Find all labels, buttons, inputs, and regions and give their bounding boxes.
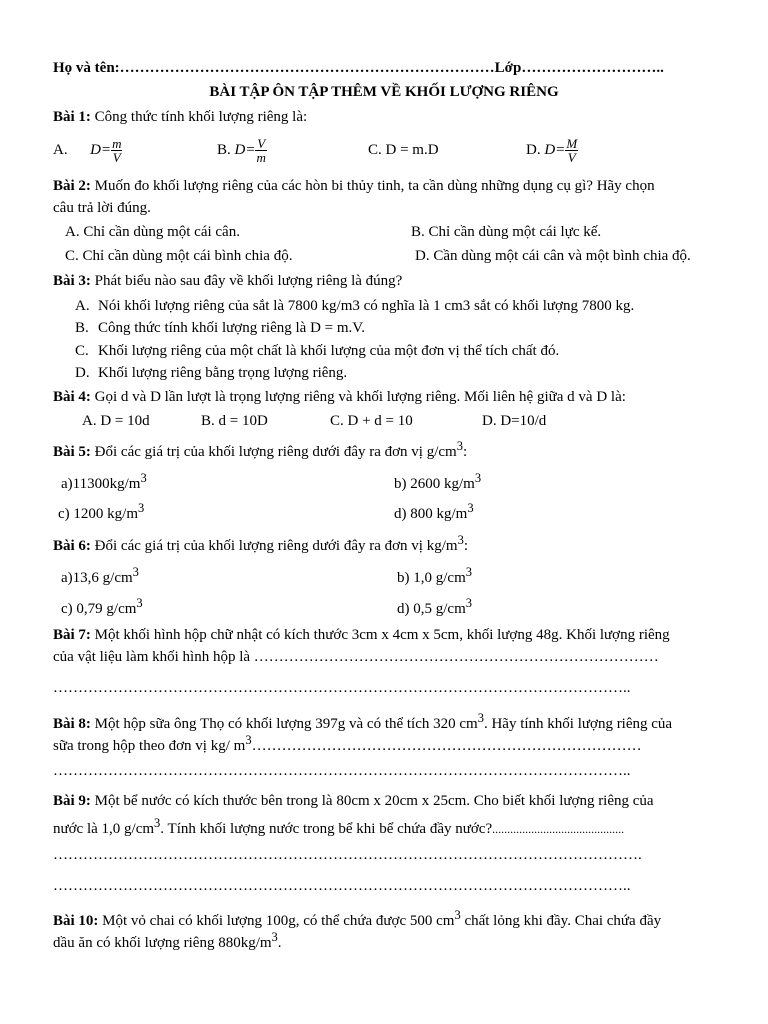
q8-label: Bài 8: (53, 716, 91, 732)
q4-label: Bài 4: (53, 389, 91, 405)
q6-prompt: Bài 6: Đổi các giá trị của khối lượng riêng dưới đây ra đơn vị $kg/m^3$: (53, 533, 468, 554)
q1-option-d: D. D= $\frac{M}{V}$ (526, 136, 578, 166)
q2-option-a: A. Chỉ cần dùng một cái cân. (65, 224, 240, 240)
q9-label: Bài 9: (53, 793, 91, 809)
q3-option-a-label: A. (75, 298, 90, 314)
q8-answer-dots: …………………………………………………………………………………………………….. (53, 763, 631, 779)
name-label: Họ và tên: (53, 60, 120, 76)
q4-option-a: A. D = 10d (82, 413, 150, 429)
q9-prompt-line1: Bài 9: Một bể nước có kích thước bên trong là 80cm x 20cm x 25cm. Cho biết khối lượng riêng của (53, 793, 654, 809)
q2-option-c: C. Chỉ cần dùng một cái bình chia độ. (65, 248, 293, 264)
q1-a-fraction: $\frac{m}{V}$ (112, 136, 122, 166)
page-title: BÀI TẬP ÔN TẬP THÊM VỀ KHỐI LƯỢNG RIÊNG (209, 84, 559, 100)
q5-label: Bài 5: (53, 444, 91, 460)
name-line (53, 59, 730, 77)
q6-item-a: a)13,6 $g/cm^3$ (61, 565, 139, 586)
q6-item-c: c) 0,79 $g/cm^3$ (61, 596, 143, 617)
q10-prompt-line2: dầu ăn có khối lượng riêng $880kg/m^3$. (53, 930, 282, 951)
name-dots: ………………………………………………………………… (119, 60, 495, 76)
class-dots: ……………………….. (521, 60, 664, 76)
q5-item-c: c) 1200 $kg/m^3$ (58, 501, 145, 522)
q3-option-d: Khối lượng riêng bằng trọng lượng riêng. (98, 365, 348, 381)
q9-answer-dots-1: ………………………………………………………………………………………………………. (53, 847, 642, 863)
q1-option-b: B. D= $\frac{V}{m}$ (217, 136, 266, 166)
q1-option-a: A. D= $\frac{m}{V}$ (53, 136, 122, 166)
q7-answer-dots: …………………………………………………………………………………………………….. (53, 680, 631, 696)
q2-prompt-line1: Bài 2: Muốn đo khối lượng riêng của các hòn bi thủy tinh, ta cần dùng những dụng cụ gì? Hãy chọn (53, 178, 655, 194)
q4-option-c: C. D + d = 10 (330, 413, 413, 429)
q2-option-d: D. Cần dùng một cái cân và một bình chia độ. (415, 248, 691, 264)
q2-label: Bài 2: (53, 178, 91, 194)
q5-item-b: b) 2600 $kg/m^3$ (394, 471, 482, 492)
q8-prompt-line1: Bài 8: Một hộp sữa ông Thọ có khối lượng 397g và có thể tích 320 $cm^3$. Hãy tính khối lượng riêng của (53, 711, 673, 732)
q1-text: Công thức tính khối lượng riêng là: (90, 109, 308, 125)
q7-prompt-line1: Bài 7: Một khối hình hộp chữ nhật có kích thước 3cm x 4cm x 5cm, khối lượng 48g. Khối lượng riêng (53, 627, 670, 643)
q5-item-d: d) 800 $kg/m^3$ (394, 501, 474, 522)
q1-prompt (53, 108, 730, 126)
q3-option-b: Công thức tính khối lượng riêng là D = m.V. (98, 320, 365, 336)
q10-prompt-line1: Bài 10: Một vỏ chai có khối lượng 100g, có thể chứa được 500 $cm^3$ chất lỏng khi đầy. Chai chứa đầy (53, 908, 662, 929)
q3-option-d-label: D. (75, 365, 90, 381)
q1-d-fraction: $\frac{M}{V}$ (566, 136, 578, 166)
q1-b-fraction: $\frac{V}{m}$ (256, 136, 266, 166)
class-label: Lớp (494, 60, 522, 76)
q7-label: Bài 7: (53, 627, 91, 643)
q8-prompt-line2: sữa trong hộp theo đơn vị kg/ $m^3\dots\dots\dots\dots\dots\dots\dots\dots\dots\dots\dots\dots\dots\dots\dots\dots\dots\dots\dots\dots\dots\dots\dots\dots\dots\dots$ (53, 733, 642, 754)
q6-label: Bài 6: (53, 538, 91, 554)
q3-option-c: Khối lượng riêng của một chất là khối lượng của một đơn vị thể tích chất đó. (98, 343, 560, 359)
q3-prompt: Bài 3: Phát biểu nào sau đây về khối lượng riêng là đúng? (53, 273, 403, 289)
q1-label: Bài 1: (53, 109, 91, 125)
q4-option-b: B. d = 10D (201, 413, 268, 429)
q6-item-d: d) 0,5 $g/cm^3$ (397, 596, 472, 617)
q10-label: Bài 10: (53, 913, 99, 929)
q3-label: Bài 3: (53, 273, 91, 289)
q9-prompt-line2: nước là 1,0 $g/cm^3$. Tính khối lượng nước trong bể khi bể chứa đầy nước?............................................ (53, 816, 625, 837)
q4-prompt: Bài 4: Gọi d và D lần lượt là trọng lượng riêng và khối lượng riêng. Mối liên hệ giữa d và D là: (53, 389, 626, 405)
q3-option-a: Nói khối lượng riêng của sắt là 7800 kg/m3 có nghĩa là 1 cm3 sắt có khối lượng 7800 kg. (98, 298, 635, 314)
q5-prompt: Bài 5: Đổi các giá trị của khối lượng riêng dưới đây ra đơn vị $g/cm^3$: (53, 439, 468, 460)
q9-answer-dots-2: …………………………………………………………………………………………………….. (53, 878, 631, 894)
q2-option-b: B. Chỉ cần dùng một cái lực kế. (411, 224, 602, 240)
q1-option-c: C. D = m.D (368, 142, 439, 158)
q5-item-a: $a)11300kg/m^3$ (61, 471, 147, 492)
q6-item-b: b) 1,0 $g/cm^3$ (397, 565, 472, 586)
q7-prompt-line2: của vật liệu làm khối hình hộp là ……………………………………………………………………… (53, 649, 659, 665)
q2-prompt-line2: câu trả lời đúng. (53, 200, 151, 216)
q3-option-b-label: B. (75, 320, 89, 336)
q4-option-d: D. D=10/d (482, 413, 547, 429)
q3-option-c-label: C. (75, 343, 89, 359)
